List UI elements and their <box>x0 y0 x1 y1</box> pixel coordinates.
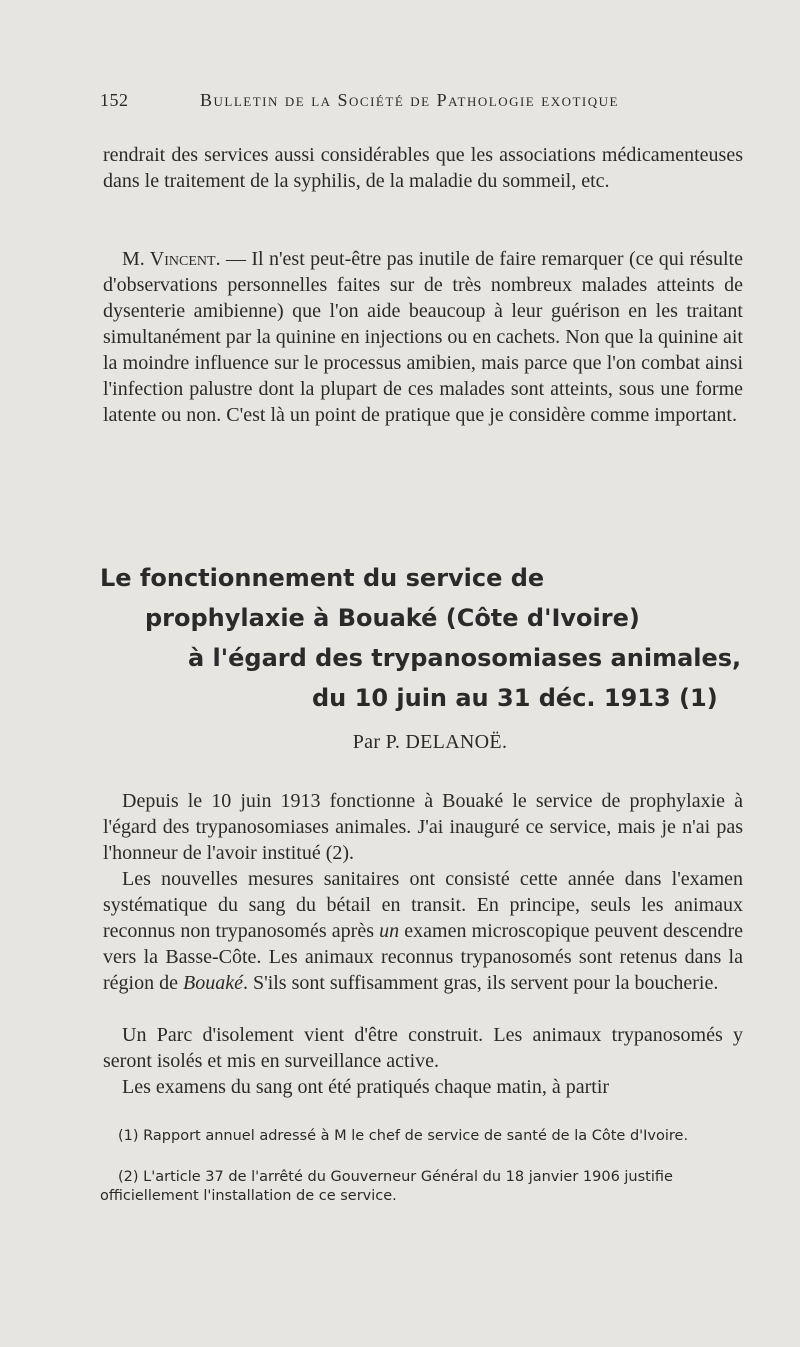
running-title: Bulletin de la Société de Pathologie exotique <box>200 90 619 110</box>
paragraph-examens: Les examens du sang ont été pratiqués chaque matin, à partir <box>122 1076 610 1098</box>
page-number: 152 <box>100 90 129 110</box>
article-title-line-1: Le fonctionnement du service de <box>100 564 545 592</box>
paragraph-measures-b: examen microscopique peuvent descendre vers la Basse-Côte. Les animaux reconnus trypanosomés sont retenus dans la région de <box>103 920 743 994</box>
paragraph-parc: Un Parc d'isolement vient d'être construit. Les animaux trypanosomés y seront isolés et mis en surveillance active. <box>103 1024 743 1072</box>
article-title-line-3: à l'égard des trypanosomiases animales, <box>188 644 742 672</box>
footnote-2-mark: (2) <box>118 1169 139 1185</box>
author-byline: Par P. DELANOË. <box>352 731 508 753</box>
paragraph-intro: Depuis le 10 juin 1913 fonctionne à Bouaké le service de prophylaxie à l'égard des trypanosomiases animales. J'ai inauguré ce service, mais je n'ai pas l'honneur de l'avoir institué (2). <box>103 790 743 864</box>
footnote-2 <box>100 1168 745 1206</box>
article-title-line-4: du 10 juin au 31 déc. 1913 (1) <box>312 684 718 712</box>
emphasis-un: un <box>379 920 400 942</box>
paragraph-measures-a: Les nouvelles mesures sanitaires ont consisté cette année dans l'examen systématique du sang du bétail en transit. En principe, seuls les animaux reconnus non trypanosomés après <box>103 868 743 942</box>
paragraph-continuation: rendrait des services aussi considérables que les associations médicamenteuses dans le traitement de la syphilis, de la maladie du sommeil, etc. <box>103 144 743 192</box>
footnote-1-mark: (1) <box>118 1128 139 1144</box>
footnote-1-text: Rapport annuel adressé à M le chef de service de santé de la Côte d'Ivoire. <box>138 1128 689 1144</box>
paragraph-measures <box>103 866 743 996</box>
emphasis-bouake: Bouaké <box>182 972 243 994</box>
article-title-line-2: prophylaxie à Bouaké (Côte d'Ivoire) <box>145 604 640 632</box>
article-title <box>100 558 760 718</box>
footnote-1 <box>100 1127 745 1146</box>
paragraph-measures-c: . S'ils sont suffisamment gras, ils servent pour la boucherie. <box>242 972 719 994</box>
footnote-2-text: L'article 37 de l'arrêté du Gouverneur Général du 18 janvier 1906 justifie officiellement l'installation de ce service. <box>100 1169 673 1204</box>
paragraph-vincent <box>103 246 743 428</box>
paragraph-vincent-text: — Il n'est peut-être pas inutile de faire remarquer (ce qui résulte d'observations personnelles faites sur de très nombreux malades atteints de dysenterie amibienne) que l'on aide beaucoup à leur guérison en les traitant simultanément par la quinine en injections ou en cachets. Non que la quinine ait la moindre influence sur le processus amibien, mais parce que l'on combat ainsi l'infection palustre dont la plupart de ces malades sont atteints, sous une forme latente ou non. C'est là un point de pratique que je considère comme important. <box>103 248 743 426</box>
speaker-name: M. Vincent. <box>122 248 221 270</box>
